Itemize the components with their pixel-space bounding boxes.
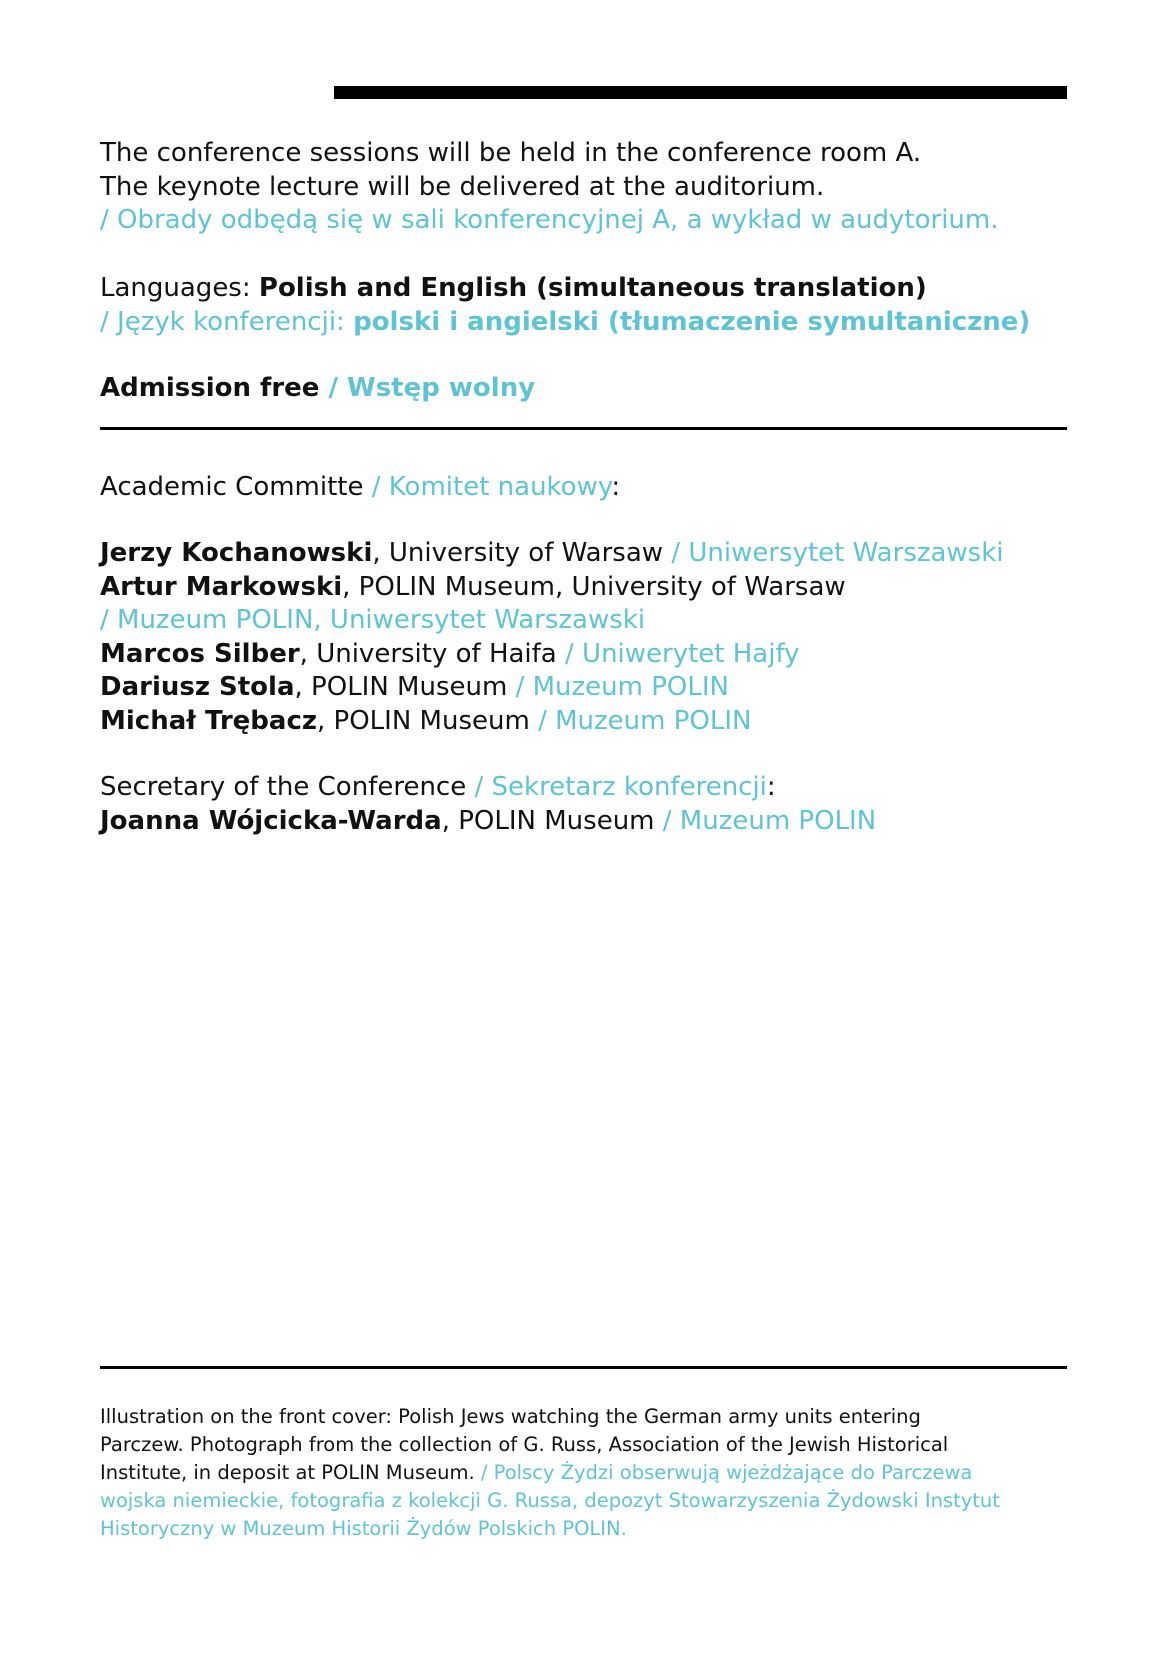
venue-line-sessions: The conference sessions will be held in the conference room A. <box>100 138 922 168</box>
member-name: Jerzy Kochanowski <box>100 538 373 568</box>
admission-pl: / Wstęp wolny <box>328 373 536 403</box>
secretary-heading <box>100 771 1080 805</box>
admission-en: Admission free <box>100 373 329 403</box>
top-decorative-bar <box>334 86 1067 99</box>
admission-line <box>100 372 1080 406</box>
admission-info <box>100 372 1080 406</box>
credit-line-1: Illustration on the front cover: Polish Jews watching the German army units entering <box>100 1405 921 1428</box>
secretary-info <box>100 771 1080 838</box>
divider-top <box>100 427 1067 430</box>
member-affiliation-en: , University of Warsaw <box>372 538 672 568</box>
member-affiliation-pl: / Uniwerytet Hajfy <box>565 638 800 669</box>
member-affiliation-en: , University of Haifa <box>299 638 566 669</box>
languages-value-pl: polski i angielski (tłumaczenie symultaniczne) <box>353 306 1031 337</box>
languages-label-pl: / Język konferencji: <box>100 306 354 337</box>
secretary-heading-en: Secretary of the Conference <box>100 772 475 802</box>
member-affiliation-en: , POLIN Museum <box>294 672 516 702</box>
member-name: Marcos Silber <box>100 638 300 669</box>
secretary-name: Joanna Wójcicka-Warda <box>100 805 442 836</box>
member-name: Michał Trębacz <box>100 705 317 736</box>
member-row <box>100 537 1080 571</box>
member-affiliation-pl: / Muzeum POLIN, Uniwersytet Warszawski <box>100 605 646 635</box>
member-affiliation-pl: / Muzeum POLIN <box>538 705 752 736</box>
languages-info <box>100 272 1080 339</box>
credit-line-4: wojska niemieckie, fotografia z kolekcji G. Russa, depozyt Stowarzyszenia Żydowski Instytut <box>100 1489 1000 1512</box>
member-name: Dariusz Stola <box>100 672 295 702</box>
credit-line-3-pl: / Polscy Żydzi obserwują wjeżdżające do Parczewa <box>480 1461 973 1484</box>
cover-illustration-credit <box>100 1403 1075 1543</box>
divider-bottom <box>100 1366 1067 1369</box>
venue-line-keynote: The keynote lecture will be delivered at the auditorium. <box>100 171 825 202</box>
secretary-affiliation-en: , POLIN Museum <box>441 805 663 836</box>
member-name: Artur Markowski <box>100 571 343 602</box>
committee-heading-pl: / Komitet naukowy <box>371 472 612 502</box>
member-row <box>100 571 1080 605</box>
languages-label-en: Languages: <box>100 273 259 303</box>
secretary-row <box>100 805 1080 839</box>
committee-heading-line <box>100 471 1080 505</box>
member-row <box>100 638 1080 672</box>
languages-value-en: Polish and English (simultaneous translation) <box>258 273 927 303</box>
languages-line-en <box>100 272 1080 306</box>
member-affiliation-pl: / Muzeum POLIN <box>515 672 729 702</box>
credit-line-3-en: Institute, in deposit at POLIN Museum. <box>100 1461 481 1484</box>
committee-heading-colon: : <box>611 472 621 502</box>
secretary-affiliation-pl: / Muzeum POLIN <box>662 805 877 836</box>
committee-heading <box>100 471 1080 505</box>
secretary-heading-pl: / Sekretarz konferencji <box>474 772 767 802</box>
languages-line-pl <box>100 306 1080 340</box>
member-row <box>100 705 1080 739</box>
member-row <box>100 671 1080 705</box>
committee-heading-en: Academic Committe <box>100 472 372 502</box>
credit-line-2: Parczew. Photograph from the collection of G. Russ, Association of the Jewish Historical <box>100 1433 949 1456</box>
member-affiliation-pl: / Uniwersytet Warszawski <box>671 538 1004 568</box>
member-affiliation-en: , POLIN Museum, University of Warsaw <box>342 571 846 602</box>
credit-line-3 <box>100 1459 1075 1487</box>
venue-line-polish: / Obrady odbędą się w sali konferencyjnej A, a wykład w audytorium. <box>100 205 999 235</box>
secretary-heading-colon: : <box>766 772 776 802</box>
venue-info <box>100 137 1080 238</box>
credit-line-5: Historyczny w Muzeum Historii Żydów Polskich POLIN. <box>100 1517 627 1540</box>
committee-members <box>100 537 1080 738</box>
member-affiliation-en: , POLIN Museum <box>317 705 539 736</box>
